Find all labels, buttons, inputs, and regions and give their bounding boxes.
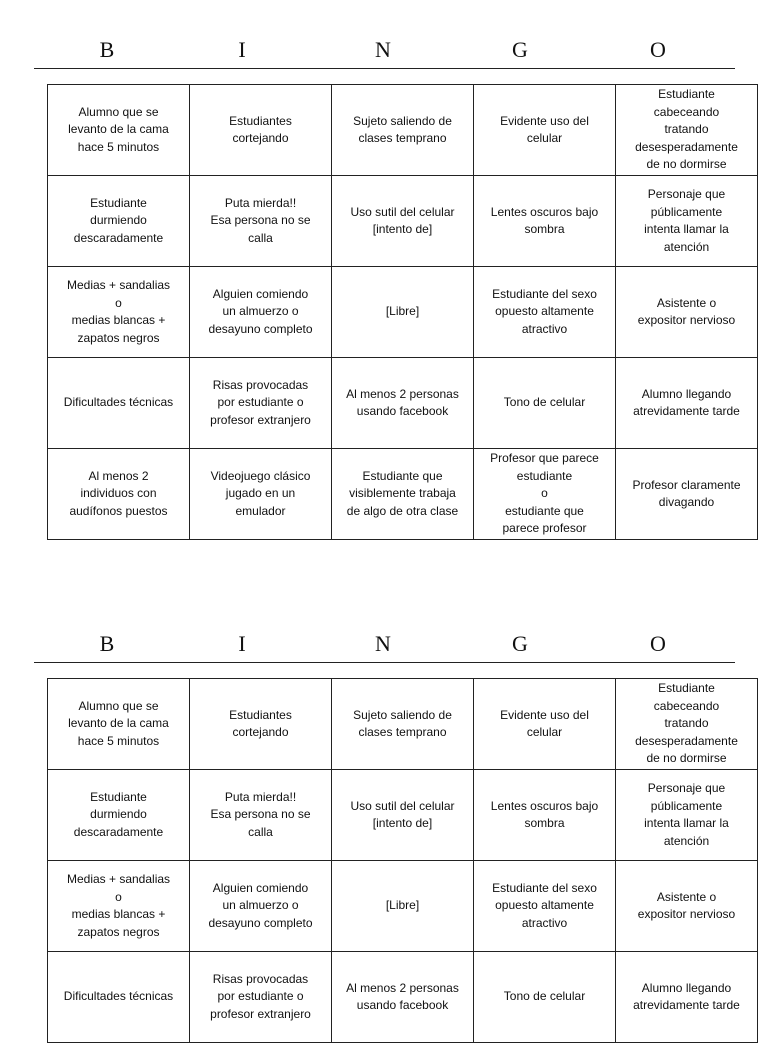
- grid-row: [48, 267, 758, 358]
- bingo-cell[interactable]: Al menos 2 individuos con audífonos puestos: [48, 449, 190, 540]
- bingo-cell[interactable]: Uso sutil del celular [intento de]: [332, 176, 474, 267]
- bingo-cell[interactable]: Personaje que públicamente intenta llamar la atención: [616, 770, 758, 861]
- header-letter-o: O: [650, 631, 666, 656]
- bingo-cell[interactable]: Alguien comiendo un almuerzo o desayuno completo: [190, 861, 332, 952]
- grid-row: [48, 358, 758, 449]
- header-letter-b: B: [99, 37, 115, 62]
- bingo-cell[interactable]: Medias + sandalias o medias blancas + zapatos negros: [48, 267, 190, 358]
- bingo-cell[interactable]: Puta mierda!! Esa persona no se calla: [190, 176, 332, 267]
- bingo-cell[interactable]: Estudiantes cortejando: [190, 679, 332, 770]
- header-letter-n: N: [375, 37, 391, 62]
- bingo-cell[interactable]: Estudiante cabeceando tratando desesperadamente de no dormirse: [616, 679, 758, 770]
- free-space-cell[interactable]: [Libre]: [332, 267, 474, 358]
- grid-row: [48, 449, 758, 540]
- bingo-header: [34, 630, 735, 660]
- bingo-cell[interactable]: Al menos 2 personas usando facebook: [332, 358, 474, 449]
- header-letter-b: B: [99, 631, 115, 656]
- header-divider: [34, 68, 735, 69]
- bingo-cell[interactable]: Risas provocadas por estudiante o profesor extranjero: [190, 358, 332, 449]
- bingo-header: [34, 36, 735, 66]
- bingo-cell[interactable]: Estudiante cabeceando tratando desesperadamente de no dormirse: [616, 85, 758, 176]
- bingo-cell[interactable]: Tono de celular: [474, 952, 616, 1043]
- bingo-grid: [47, 678, 758, 1043]
- bingo-cell[interactable]: Dificultades técnicas: [48, 358, 190, 449]
- bingo-cell[interactable]: Sujeto saliendo de clases temprano: [332, 679, 474, 770]
- bingo-cell[interactable]: Al menos 2 personas usando facebook: [332, 952, 474, 1043]
- bingo-cell[interactable]: Tono de celular: [474, 358, 616, 449]
- bingo-cell[interactable]: Personaje que públicamente intenta llamar la atención: [616, 176, 758, 267]
- grid-row: [48, 176, 758, 267]
- grid-row: [48, 861, 758, 952]
- bingo-cell[interactable]: Alumno que se levanto de la cama hace 5 minutos: [48, 85, 190, 176]
- bingo-cell[interactable]: Estudiante que visiblemente trabaja de algo de otra clase: [332, 449, 474, 540]
- bingo-cell[interactable]: Risas provocadas por estudiante o profesor extranjero: [190, 952, 332, 1043]
- header-letter-g: G: [512, 631, 528, 656]
- bingo-cell[interactable]: Alumno llegando atrevidamente tarde: [616, 358, 758, 449]
- bingo-card-2: [0, 630, 768, 1024]
- header-letter-n: N: [375, 631, 391, 656]
- bingo-cell[interactable]: Estudiante del sexo opuesto altamente atractivo: [474, 267, 616, 358]
- bingo-cell[interactable]: Estudiantes cortejando: [190, 85, 332, 176]
- bingo-cell[interactable]: Alguien comiendo un almuerzo o desayuno completo: [190, 267, 332, 358]
- bingo-cell[interactable]: Medias + sandalias o medias blancas + zapatos negros: [48, 861, 190, 952]
- header-letter-g: G: [512, 37, 528, 62]
- bingo-cell[interactable]: Lentes oscuros bajo sombra: [474, 770, 616, 861]
- free-space-cell[interactable]: [Libre]: [332, 861, 474, 952]
- bingo-grid: [47, 84, 758, 540]
- bingo-cell[interactable]: Asistente o expositor nervioso: [616, 267, 758, 358]
- grid-row: [48, 770, 758, 861]
- header-letter-i: I: [238, 37, 246, 62]
- grid-row: [48, 679, 758, 770]
- bingo-cell[interactable]: Estudiante del sexo opuesto altamente atractivo: [474, 861, 616, 952]
- bingo-cell[interactable]: Alumno llegando atrevidamente tarde: [616, 952, 758, 1043]
- bingo-cell[interactable]: Profesor claramente divagando: [616, 449, 758, 540]
- bingo-cell[interactable]: Alumno que se levanto de la cama hace 5 minutos: [48, 679, 190, 770]
- bingo-cell[interactable]: Profesor que parece estudiante o estudiante que parece profesor: [474, 449, 616, 540]
- grid-row: [48, 85, 758, 176]
- bingo-cell[interactable]: Uso sutil del celular [intento de]: [332, 770, 474, 861]
- bingo-cell[interactable]: Estudiante durmiendo descaradamente: [48, 770, 190, 861]
- bingo-cell[interactable]: Estudiante durmiendo descaradamente: [48, 176, 190, 267]
- bingo-cell[interactable]: Dificultades técnicas: [48, 952, 190, 1043]
- bingo-cell[interactable]: Puta mierda!! Esa persona no se calla: [190, 770, 332, 861]
- bingo-cell[interactable]: Evidente uso del celular: [474, 85, 616, 176]
- bingo-cell[interactable]: Evidente uso del celular: [474, 679, 616, 770]
- bingo-cell[interactable]: Sujeto saliendo de clases temprano: [332, 85, 474, 176]
- grid-row: [48, 952, 758, 1043]
- header-divider: [34, 662, 735, 663]
- bingo-card-1: [0, 36, 768, 556]
- header-letter-i: I: [238, 631, 246, 656]
- header-letter-o: O: [650, 37, 666, 62]
- bingo-cell[interactable]: Lentes oscuros bajo sombra: [474, 176, 616, 267]
- bingo-cell[interactable]: Videojuego clásico jugado en un emulador: [190, 449, 332, 540]
- bingo-cell[interactable]: Asistente o expositor nervioso: [616, 861, 758, 952]
